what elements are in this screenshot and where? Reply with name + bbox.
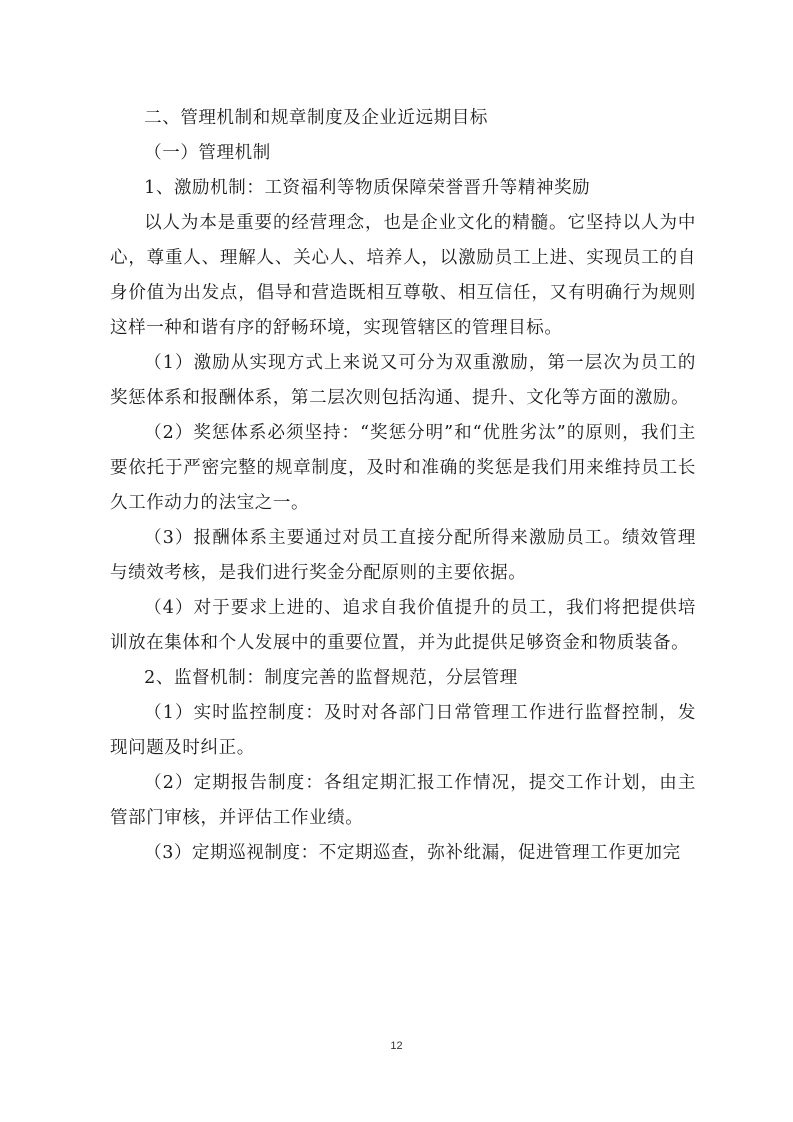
document-body [110,101,696,871]
item1-point4-paragraph: （4）对于要求上进的、追求自我价值提升的员工，我们将把提供培训放在集体和个人发展中的重要位置，并为此提供足够资金和物质装备。 [110,598,696,653]
section-heading: 二、管理机制和规章制度及企业近远期目标 [144,108,489,128]
item1-intro-paragraph: 以人为本是重要的经营理念，也是企业文化的精髓。它坚持以人为中心，尊重人、理解人、关心人、培养人，以激励员工上进、实现员工的自身价值为出发点，倡导和营造既相互尊敬、相互信任，又有明确行为规则这样一种和谐有序的舒畅环境，实现管辖区的管理目标。 [110,213,696,338]
item2-point1-paragraph: （1）实时监控制度：及时对各部门日常管理工作进行监督控制，发现问题及时纠正。 [110,703,696,758]
item1-point3-paragraph: （3）报酬体系主要通过对员工直接分配所得来激励员工。绩效管理与绩效考核，是我们进行奖金分配原则的主要依据。 [110,528,696,583]
item2-point3-paragraph: （3）定期巡视制度：不定期巡查，弥补纰漏，促进管理工作更加完 [144,843,681,863]
subsection-heading: （一）管理机制 [144,143,271,163]
item2-heading: 2、监督机制：制度完善的监督规范，分层管理 [144,668,518,688]
item1-heading: 1、激励机制：工资福利等物质保障荣誉晋升等精神奖励 [144,178,591,198]
item1-point1-paragraph: （1）激励从实现方式上来说又可分为双重激励，第一层次为员工的奖惩体系和报酬体系，第二层次则包括沟通、提升、文化等方面的激励。 [110,353,696,408]
page-number: 12 [390,1040,403,1052]
item1-point2-paragraph: （2）奖惩体系必须坚持：“奖惩分明”和“优胜劣汰”的原则，我们主要依托于严密完整的规章制度，及时和准确的奖惩是我们用来维持员工长久工作动力的法宝之一。 [110,423,696,513]
item2-point2-paragraph: （2）定期报告制度：各组定期汇报工作情况，提交工作计划，由主管部门审核，并评估工作业绩。 [110,773,696,828]
